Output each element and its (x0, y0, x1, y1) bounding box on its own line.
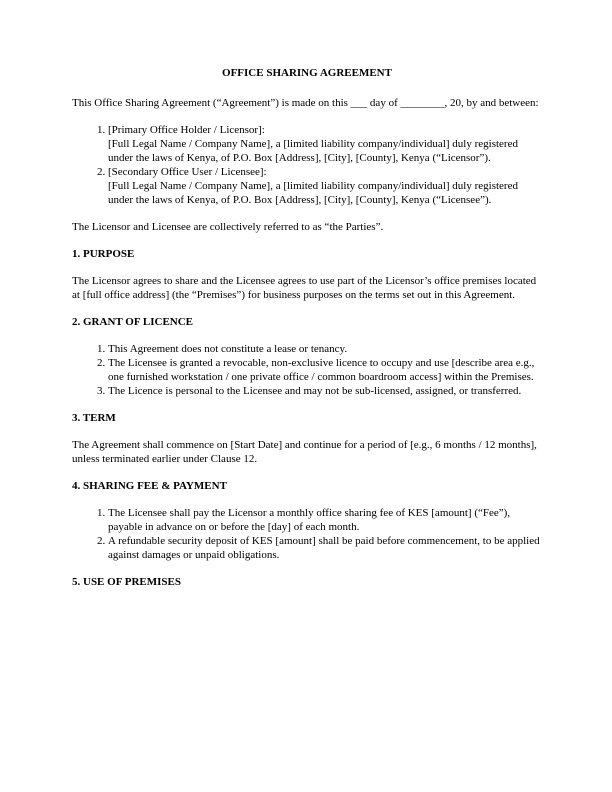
grant-list (72, 342, 542, 398)
fee-list (72, 506, 542, 562)
party-licensee (108, 165, 542, 207)
section-heading-term: 3. TERM (72, 412, 116, 424)
section-heading-fee: 4. SHARING FEE & PAYMENT (72, 480, 227, 492)
document-title: OFFICE SHARING AGREEMENT (222, 67, 392, 79)
document-page (72, 66, 542, 602)
list-item: 2. The Licensee is granted a revocable, non-exclusive licence to occupy and use [describe area e.g., one furnished workstation / one private office / common boardroom access] within the Premises. (108, 356, 542, 384)
party-role: 2. [Secondary Office User / Licensee]: (108, 166, 267, 178)
section-heading-grant: 2. GRANT OF LICENCE (72, 316, 194, 328)
party-role: 1. [Primary Office Holder / Licensor]: (108, 124, 265, 136)
section-text-purpose: The Licensor agrees to share and the Licensee agrees to use part of the Licensor’s office premises located at [full office address] (the “Premises”) for business purposes on the terms set out in this Agreement. (72, 275, 537, 301)
party-details: [Full Legal Name / Company Name], a [limited liability company/individual] duly registered under the laws of Kenya, of P.O. Box [Address], [City], [County], Kenya (“Licensor”). (108, 138, 518, 164)
parties-note: The Licensor and Licensee are collectively referred to as “the Parties”. (72, 221, 384, 233)
party-details: [Full Legal Name / Company Name], a [limited liability company/individual] duly registered under the laws of Kenya, of P.O. Box [Address], [City], [County], Kenya (“Licensee”). (108, 180, 518, 206)
list-item: 3. The Licence is personal to the Licensee and may not be sub-licensed, assigned, or transferred. (108, 384, 542, 398)
list-item: 1. The Licensee shall pay the Licensor a monthly office sharing fee of KES [amount] (“Fee”), payable in advance on or before the [day] of each month. (108, 506, 542, 534)
section-heading-use: 5. USE OF PREMISES (72, 576, 182, 588)
party-licensor (108, 123, 542, 165)
section-text-term: The Agreement shall commence on [Start Date] and continue for a period of [e.g., 6 months / 12 months], unless terminated earlier under Clause 12. (72, 439, 537, 465)
parties-list (72, 123, 542, 207)
list-item: 1. This Agreement does not constitute a lease or tenancy. (108, 342, 542, 356)
section-heading-purpose: 1. PURPOSE (72, 248, 135, 260)
list-item: 2. A refundable security deposit of KES [amount] shall be paid before commencement, to be applied against damages or unpaid obligations. (108, 534, 542, 562)
intro-paragraph: This Office Sharing Agreement (“Agreement”) is made on this ___ day of ________, 20, by and between: (72, 97, 539, 109)
